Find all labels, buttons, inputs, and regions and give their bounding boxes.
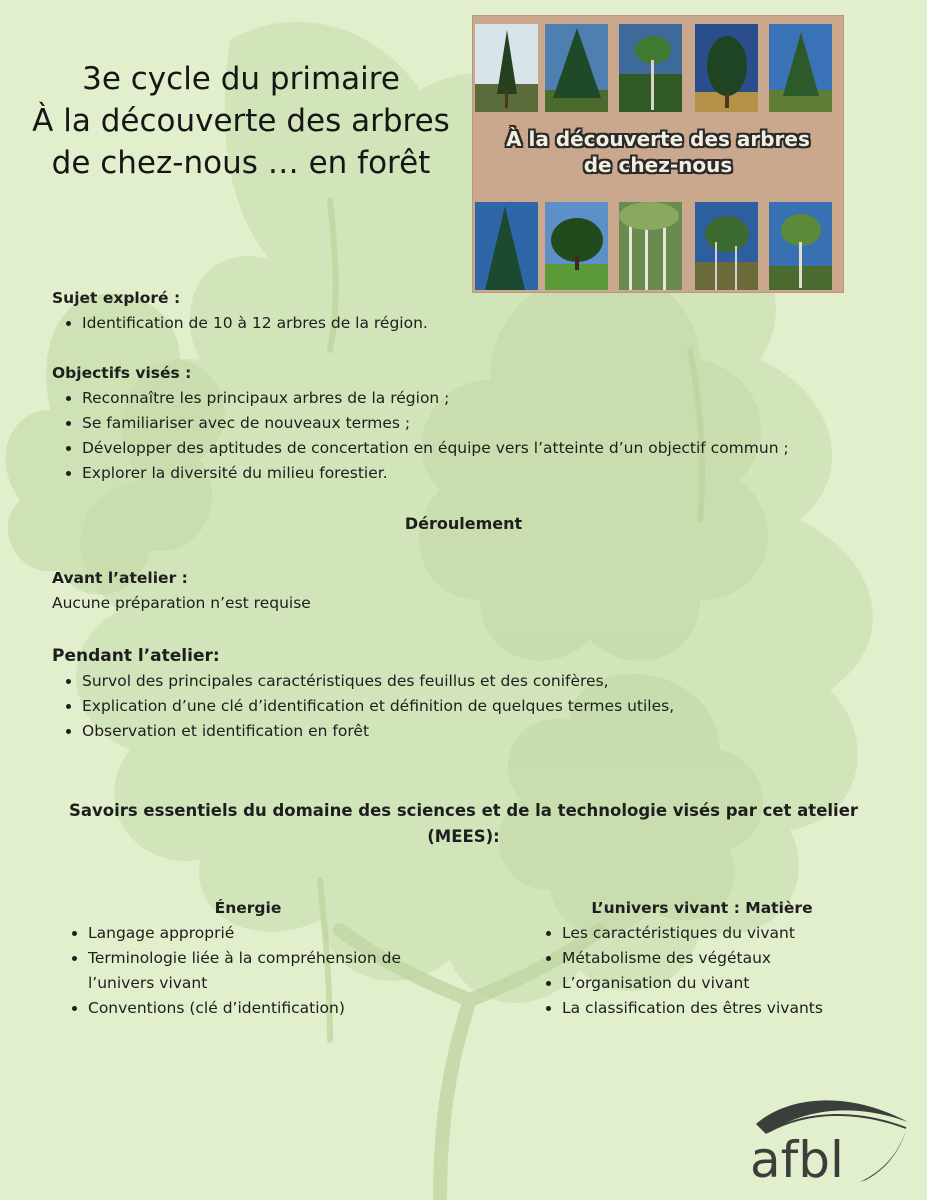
list-item: • Développer des aptitudes de concertation en équipe vers l’atteinte d’un objectif commun ; (82, 436, 789, 461)
savoirs-heading-line-1: Savoirs essentiels du domaine des sciences et de la technologie visés par cet atelier (68, 801, 859, 820)
pendant-section (52, 644, 674, 744)
list-item: • Langage approprié (88, 921, 458, 946)
avant-section (52, 566, 311, 616)
tree-photo (769, 24, 832, 112)
list-item: • La classification des êtres vivants (562, 996, 902, 1021)
avant-heading: Avant l’atelier : (52, 569, 188, 587)
savoirs-heading-line-2: (MEES): (427, 827, 500, 846)
univers-heading: L’univers vivant : Matière (591, 899, 813, 917)
objectifs-list (52, 386, 789, 486)
savoirs-heading (40, 798, 887, 850)
list-item: • Explication d’une clé d’identification et définition de quelques termes utiles, (82, 694, 674, 719)
list-item: • Se familiariser avec de nouveaux termes ; (82, 411, 789, 436)
poster-title-line-1: À la découverte des arbres (506, 127, 810, 151)
tree-photo (545, 202, 608, 290)
sujet-list (52, 311, 428, 336)
list-item: • Les caractéristiques du vivant (562, 921, 902, 946)
title-line-3: de chez-nous … en forêt (51, 145, 431, 181)
energie-heading: Énergie (214, 899, 282, 917)
objectifs-section (52, 361, 789, 486)
pendant-list (52, 669, 674, 744)
poster-title (473, 126, 843, 178)
energie-column (58, 896, 458, 1021)
tree-photo (769, 202, 832, 290)
list-item: • Identification de 10 à 12 arbres de la région. (82, 311, 428, 336)
list-item: • Conventions (clé d’identification) (88, 996, 458, 1021)
list-item: • Terminologie liée à la compréhension de l’univers vivant (88, 946, 433, 996)
poster-image (473, 16, 843, 292)
tree-photo (475, 24, 538, 112)
sujet-section (52, 286, 428, 336)
title-line-1: 3e cycle du primaire (82, 61, 400, 97)
univers-list (532, 921, 902, 1021)
sujet-heading: Sujet exploré : (52, 289, 181, 307)
list-item: • L’organisation du vivant (562, 971, 902, 996)
page-title (10, 58, 472, 184)
afbl-logo-text: afbl (750, 1131, 844, 1189)
pendant-heading: Pendant l’atelier: (52, 646, 220, 666)
tree-photo (619, 24, 682, 112)
list-item: • Observation et identification en forêt (82, 719, 674, 744)
tree-photo (695, 202, 758, 290)
tree-photo (475, 202, 538, 290)
tree-photo (619, 202, 682, 290)
list-item: • Métabolisme des végétaux (562, 946, 902, 971)
tree-photo (695, 24, 758, 112)
energie-list (58, 921, 458, 1021)
list-item: • Explorer la diversité du milieu forestier. (82, 461, 789, 486)
deroulement-heading: Déroulement (404, 514, 523, 533)
avant-text: Aucune préparation n’est requise (52, 594, 311, 612)
list-item: • Reconnaître les principaux arbres de la région ; (82, 386, 789, 411)
univers-column (532, 896, 902, 1021)
list-item: • Survol des principales caractéristiques des feuillus et des conifères, (82, 669, 674, 694)
tree-photo (545, 24, 608, 112)
poster-title-line-2: de chez-nous (583, 153, 733, 177)
title-line-2: À la découverte des arbres (32, 103, 450, 139)
objectifs-heading: Objectifs visés : (52, 364, 192, 382)
